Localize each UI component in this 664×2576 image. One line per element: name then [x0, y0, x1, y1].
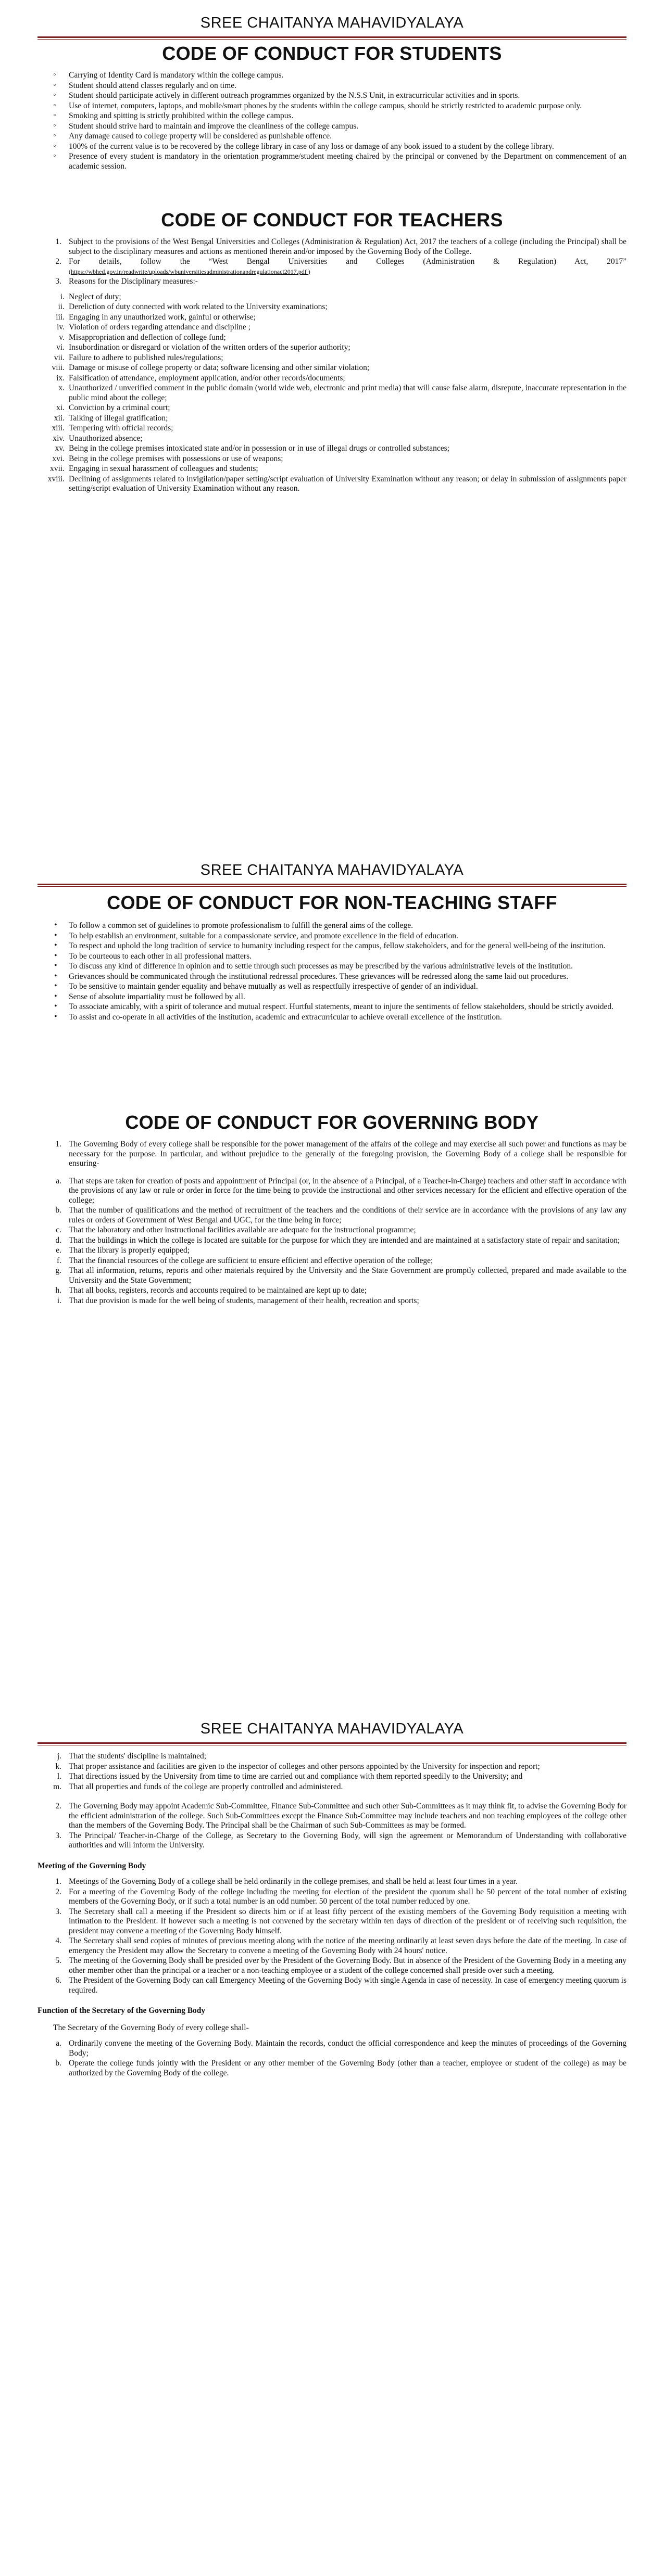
- student-rule-item: ◦ 100% of the current value is to be recovered by the college library in case of any loss or damage of any book issued to a student by the college library.: [37, 142, 627, 152]
- meeting-rule: [37, 1976, 627, 1995]
- governing-duty: [37, 1286, 627, 1296]
- student-rule-item: ◦ Smoking and spitting is strictly prohibited within the college campus.: [37, 111, 627, 121]
- list-marker: 3.: [55, 277, 61, 286]
- secretary-intro: The Secretary of the Governing Body of every college shall-: [53, 2023, 249, 2032]
- nonteaching-rule-item: • To follow a common set of guidelines to promote professionalism to fulfill the general aims of the college.: [37, 921, 627, 931]
- header-rule: [37, 36, 627, 38]
- list-marker: 2.: [55, 257, 61, 266]
- governing-duty: [37, 1782, 627, 1792]
- governing-title: CODE OF CONDUCT FOR GOVERNING BODY: [125, 1112, 539, 1133]
- teacher-clause: [37, 237, 627, 257]
- list-marker: g.: [55, 1266, 61, 1275]
- list-marker: b.: [55, 2059, 61, 2068]
- list-marker: 2.: [55, 1887, 61, 1896]
- list-text: Insubordination or disregard or violation of the written orders of the superior authority;: [69, 343, 350, 352]
- disciplinary-reason: [37, 403, 627, 413]
- list-text: The Principal/ Teacher-in-Charge of the College, as Secretary to the Governing Body, will sign the agreement or Memorandum of Understanding with collaborative authorities and will inform the University.: [69, 1831, 627, 1850]
- list-text: Reasons for the Disciplinary measures:-: [69, 277, 198, 286]
- governing-duty: [37, 1226, 627, 1235]
- list-marker: xvi.: [52, 454, 65, 463]
- list-text: Tempering with official records;: [69, 424, 173, 432]
- nonteaching-rule-item: • To discuss any kind of difference in opinion and to settle through such processes as may be prescribed by the various administrative levels of the institution.: [37, 962, 627, 972]
- list-text: Declining of assignments related to invigilation/paper setting/script evaluation of University Examination without any reason; or delay in submission of assignments paper setting/script evaluation of University Examination without any reason.: [69, 474, 627, 493]
- teachers-title: CODE OF CONDUCT FOR TEACHERS: [161, 209, 503, 231]
- list-marker: e.: [56, 1246, 61, 1255]
- meeting-rule: [37, 1888, 627, 1907]
- governing-clause: [37, 1140, 627, 1169]
- list-text: Engaging in sexual harassment of colleagues and students;: [69, 464, 258, 473]
- disciplinary-reason: [37, 333, 627, 343]
- list-text: Misappropriation and deflection of college fund;: [69, 333, 226, 342]
- header-rule-2: [37, 884, 627, 885]
- list-text: Neglect of duty;: [69, 292, 121, 301]
- list-marker: d.: [55, 1235, 61, 1245]
- student-rule-item: ◦ Student should attend classes regularly and on time.: [37, 81, 627, 91]
- disciplinary-reason: [37, 353, 627, 363]
- list-marker: l.: [57, 1772, 61, 1781]
- governing-duty: [37, 1177, 627, 1206]
- list-marker: a.: [56, 2039, 61, 2048]
- list-text: That the buildings in which the college is located are suitable for the purpose for which they are intended and are maintained at a satisfactory state of repair and sanitation;: [69, 1235, 620, 1245]
- disciplinary-reason: [37, 454, 627, 464]
- list-text: Failure to adhere to published rules/regulations;: [69, 353, 223, 362]
- list-marker: f.: [56, 1256, 61, 1265]
- meeting-heading: Meeting of the Governing Body: [37, 1861, 146, 1870]
- list-marker: vi.: [56, 343, 65, 352]
- disciplinary-reason: [37, 444, 627, 454]
- governing-duty: [37, 1772, 627, 1782]
- nonteaching-list: [37, 921, 627, 1023]
- nonteaching-rule-item: • To be courteous to each other in all professional matters.: [37, 952, 627, 962]
- disciplinary-reason: [37, 302, 627, 312]
- disciplinary-reason: [37, 363, 627, 373]
- list-text: Conviction by a criminal court;: [69, 403, 170, 412]
- disciplinary-reason: [37, 323, 627, 333]
- list-text: That all properties and funds of the college are properly controlled and administered.: [69, 1782, 343, 1791]
- meeting-rule: [37, 1956, 627, 1975]
- list-text: That due provision is made for the well being of students, management of their health, recreation and sports;: [69, 1296, 419, 1305]
- list-marker: h.: [55, 1286, 61, 1295]
- list-marker: ix.: [56, 373, 65, 382]
- list-marker: iv.: [57, 323, 65, 331]
- governing-duty: [37, 1206, 627, 1225]
- governing-duty: [37, 1762, 627, 1772]
- student-rule-item: ◦ Carrying of Identity Card is mandatory within the college campus.: [37, 71, 627, 81]
- list-marker: 1.: [55, 237, 61, 246]
- nonteaching-rule-item: • To respect and uphold the long tradition of service to humanity including respect for the campus, fellow stakeholders, and for the general well-being of the institution.: [37, 941, 627, 951]
- list-marker: i.: [60, 292, 65, 301]
- student-rule-item: ◦ Student should strive hard to maintain and improve the cleanliness of the college campus.: [37, 122, 627, 132]
- governing-section: [37, 1140, 627, 1306]
- list-marker: viii.: [52, 363, 65, 372]
- governing-duty: [37, 1246, 627, 1256]
- list-text: That the financial resources of the college are sufficient to ensure efficient and effective operation of the college;: [69, 1256, 433, 1265]
- list-text: Meetings of the Governing Body of a college shall be held ordinarily in the college premises, and shall be held at least four times in a year.: [69, 1877, 518, 1886]
- act-link[interactable]: (https://wbhed.gov.in/readwrite/uploads/wbuniversitiesadministrationandregulationact2017.pdf ): [69, 267, 310, 275]
- list-text: That the laboratory and other instructional facilities available are adequate for the instructional programme;: [69, 1226, 416, 1234]
- list-marker: 4.: [55, 1936, 61, 1945]
- list-text: Being in the college premises intoxicated state and/or in possession or in use of illegal drugs or controlled substances;: [69, 444, 449, 453]
- teachers-section: [37, 237, 627, 494]
- list-marker: 3.: [55, 1907, 61, 1916]
- list-text: Being in the college premises with possessions or use of weapons;: [69, 454, 283, 463]
- meeting-rule: [37, 1936, 627, 1956]
- nonteaching-rule-item: • Grievances should be communicated through the institutional redressal procedures. These grievances will be redressed along the same laid out procedures.: [37, 972, 627, 982]
- list-marker: ii.: [58, 302, 65, 311]
- governing-continued: [37, 1752, 627, 2078]
- header-rule-thin-2: [37, 886, 627, 887]
- college-header: SREE CHAITANYA MAHAVIDYALAYA: [200, 15, 464, 31]
- teacher-clause: [37, 277, 627, 287]
- list-text: That the students' discipline is maintained;: [69, 1752, 207, 1761]
- list-marker: v.: [59, 333, 65, 342]
- list-text: Subject to the provisions of the West Bengal Universities and Colleges (Administration & Regulation) Act, 2017 the teachers of a college (including the Principal) shall be subject to the disciplinary measures and actions as mentioned therein and/or imposed by the Governing Body of the College.: [69, 237, 627, 256]
- list-text: That all books, registers, records and accounts required to be maintained are kept up to date;: [69, 1286, 367, 1295]
- nonteaching-rule-item: • To associate amicably, with a spirit of tolerance and mutual respect. Hurtful statements, meant to injure the sentiments of fellow stakeholders, should be strictly avoided.: [37, 1002, 627, 1012]
- disciplinary-reason: [37, 374, 627, 384]
- list-text: Talking of illegal gratification;: [69, 413, 168, 423]
- disciplinary-reason: [37, 434, 627, 444]
- list-text: Dereliction of duty connected with work related to the University examinations;: [69, 302, 328, 311]
- college-header-3: SREE CHAITANYA MAHAVIDYALAYA: [200, 1720, 464, 1737]
- secretary-heading: Function of the Secretary of the Governing Body: [37, 2006, 206, 2015]
- list-text: For details, follow the “West Bengal Universities and Colleges (Administration & Regulation) Act, 2017”: [69, 257, 627, 266]
- list-text: That the number of qualifications and the method of recruitment of the teachers and the conditions of their service are in accordance with the provisions of any law any rules or orders of Government of West Bengal and UGC, for the time being in force;: [69, 1206, 627, 1225]
- list-text: Engaging in any unauthorized work, gainful or otherwise;: [69, 312, 256, 322]
- governing-clause: [37, 1831, 627, 1851]
- list-marker: 1.: [55, 1877, 61, 1886]
- secretary-function: [37, 2039, 627, 2058]
- list-text: Unauthorized absence;: [69, 433, 143, 443]
- list-marker: c.: [56, 1226, 61, 1234]
- governing-duty: [37, 1296, 627, 1306]
- list-marker: xvii.: [50, 464, 65, 473]
- list-text: The President of the Governing Body can call Emergency Meeting of the Governing Body with single Agenda in case of necessity. In case of emergency meeting quorum is required.: [69, 1976, 627, 1995]
- governing-clause: [37, 1802, 627, 1831]
- meeting-rule: [37, 1907, 627, 1936]
- list-marker: xiii.: [52, 424, 65, 432]
- teacher-clause: [37, 257, 627, 276]
- list-marker: iii.: [56, 312, 65, 322]
- student-rule-item: ◦ Presence of every student is mandatory in the orientation programme/student meeting chaired by the principal or convened by the Department on commencement of an academic session.: [37, 152, 627, 171]
- list-marker: xi.: [56, 403, 65, 412]
- disciplinary-reason: [37, 313, 627, 323]
- header-rule-3: [37, 1742, 627, 1744]
- list-text: That all information, returns, reports and other materials required by the University and the State Government are promptly collected, prepared and made available to the University and the State Government;: [69, 1266, 627, 1285]
- governing-duty: [37, 1236, 627, 1246]
- nonteaching-rule-item: • Sense of absolute impartiality must be followed by all.: [37, 992, 627, 1002]
- nonteaching-rule-item: • To assist and co-operate in all activities of the institution, academic and extracurricular to achieve overall excellence of the institution.: [37, 1013, 627, 1023]
- governing-duty: [37, 1266, 627, 1285]
- governing-duty: [37, 1256, 627, 1266]
- disciplinary-reason: [37, 464, 627, 474]
- list-text: For a meeting of the Governing Body of the college including the meeting for election of the president the quorum shall be 50 percent of the total number of existing members of the Governing Body, or if such a total number is an odd number. 50 percent of the total number reduced by one.: [69, 1887, 627, 1906]
- list-marker: i.: [57, 1296, 61, 1305]
- list-marker: a.: [56, 1176, 61, 1185]
- list-marker: x.: [58, 384, 65, 392]
- governing-duty: [37, 1752, 627, 1762]
- list-text: Operate the college funds jointly with the President or any other member of the Governing Body (other than a teacher, employee or student of the college) as may be authorized by the Governing Body of the college.: [69, 2059, 627, 2077]
- students-list: [37, 71, 627, 172]
- list-text: The meeting of the Governing Body shall be presided over by the President of the Governing Body. But in absence of the President of the Governing Body in a meeting any other member other than the principal or a teacher or a non-teaching employee or a student of the college concerned shall preside over such a meeting.: [69, 1956, 627, 1975]
- college-header-2: SREE CHAITANYA MAHAVIDYALAYA: [200, 862, 464, 878]
- list-marker: b.: [55, 1206, 61, 1215]
- list-text: The Secretary shall call a meeting if the President so directs him or if at least fifty percent of the existing members of the Governing Body requisition a meeting with intimation to the President. If however such a meeting is not convened by the secretary within ten days of direction of the president or of receiving such requisition, the president may convene a meeting of the Governing Body himself.: [69, 1907, 627, 1935]
- students-title: CODE OF CONDUCT FOR STUDENTS: [162, 43, 502, 64]
- list-text: That steps are taken for creation of posts and appointment of Principal (or, in the absence of a Principal, of a Teacher-in-Charge) teachers and other staff in accordance with the provisions of any law or rule or order in force for the time being to provide the instructional and other services necessary for the efficient and effective operation of the college;: [69, 1176, 627, 1205]
- student-rule-item: ◦ Use of internet, computers, laptops, and mobile/smart phones by the students within the college campus, should be strictly restricted to academic purpose only.: [37, 101, 627, 111]
- list-text: Falsification of attendance, employment application, and/or other records/documents;: [69, 373, 345, 382]
- nonteaching-rule-item: • To be sensitive to maintain gender equality and behave mutually as well as respectfully irrespective of gender of an individual.: [37, 982, 627, 992]
- list-text: The Secretary shall send copies of minutes of previous meeting along with the notice of the meeting ordinarily at least seven days before the date of the meeting. In case of emergency the President may allow the Secretary to convene a meeting of the Governing Body with 24 hours' notice.: [69, 1936, 627, 1955]
- disciplinary-reason: [37, 384, 627, 403]
- list-marker: 2.: [55, 1802, 61, 1810]
- disciplinary-reason: [37, 424, 627, 433]
- nonteaching-rule-item: • To help establish an environment, suitable for a compassionate service, and promote excellence in the field of education.: [37, 932, 627, 941]
- disciplinary-reason: [37, 343, 627, 353]
- list-text: Violation of orders regarding attendance and discipline ;: [69, 323, 250, 331]
- disciplinary-reason: [37, 475, 627, 494]
- list-marker: m.: [53, 1782, 61, 1791]
- list-marker: xv.: [55, 444, 65, 453]
- list-text: That proper assistance and facilities are given to the inspector of colleges and other persons appointed by the University for inspection and report;: [69, 1762, 540, 1771]
- list-marker: k.: [55, 1762, 61, 1771]
- secretary-function: [37, 2059, 627, 2078]
- list-marker: 6.: [55, 1976, 61, 1985]
- list-marker: xviii.: [47, 474, 65, 483]
- list-marker: j.: [57, 1752, 61, 1761]
- meeting-rule: [37, 1877, 627, 1887]
- disciplinary-reason: [37, 292, 627, 302]
- list-text: That the library is properly equipped;: [69, 1246, 190, 1255]
- header-rule-thin: [37, 39, 627, 40]
- list-marker: 1.: [55, 1140, 61, 1149]
- student-rule-item: ◦ Any damage caused to college property will be considered as punishable offence.: [37, 132, 627, 142]
- nonteaching-title: CODE OF CONDUCT FOR NON-TEACHING STAFF: [107, 892, 557, 913]
- list-marker: xii.: [54, 413, 65, 423]
- list-text: That directions issued by the University from time to time are carried out and compliance with them reported speedily to the University; and: [69, 1772, 523, 1781]
- list-marker: vii.: [54, 353, 65, 362]
- disciplinary-reason: [37, 414, 627, 424]
- list-text: Damage or misuse of college property or data; software licensing and other similar violation;: [69, 363, 370, 372]
- list-marker: xiv.: [53, 433, 65, 443]
- list-text: Ordinarily convene the meeting of the Governing Body. Maintain the records, conduct the official correspondence and keep the minutes of proceedings of the Governing Body;: [69, 2039, 627, 2058]
- list-text: The Governing Body of every college shall be responsible for the power management of the affairs of the college and may exercise all such power and functions as may be necessary for the purpose. In particular, and without prejudice to the generally of the foregoing provision, the Governing Body of a college shall be responsible for ensuring-: [69, 1140, 627, 1168]
- list-text: The Governing Body may appoint Academic Sub-Committee, Finance Sub-Committee and such other Sub-Committees as it may think fit, to advise the Governing Body for the efficient administration of the college. Such Sub-Committees except the Finance Sub-Committee may include teachers and non teaching employees of the college other than the members of the Governing Body. The Principal shall be the Chairman of such Sub-Committees as may be formed.: [69, 1802, 627, 1830]
- list-marker: 3.: [55, 1831, 61, 1840]
- list-marker: 5.: [55, 1956, 61, 1965]
- list-text: Unauthorized / unverified comment in the public domain (world wide web, electronic and print media) that will cause false alarm, disrepute, inaccurate representation in the public mind about the college;: [69, 384, 627, 402]
- student-rule-item: ◦ Student should participate actively in different outreach programmes organized by the N.S.S Unit, in extracurricular activities and in sports.: [37, 91, 627, 101]
